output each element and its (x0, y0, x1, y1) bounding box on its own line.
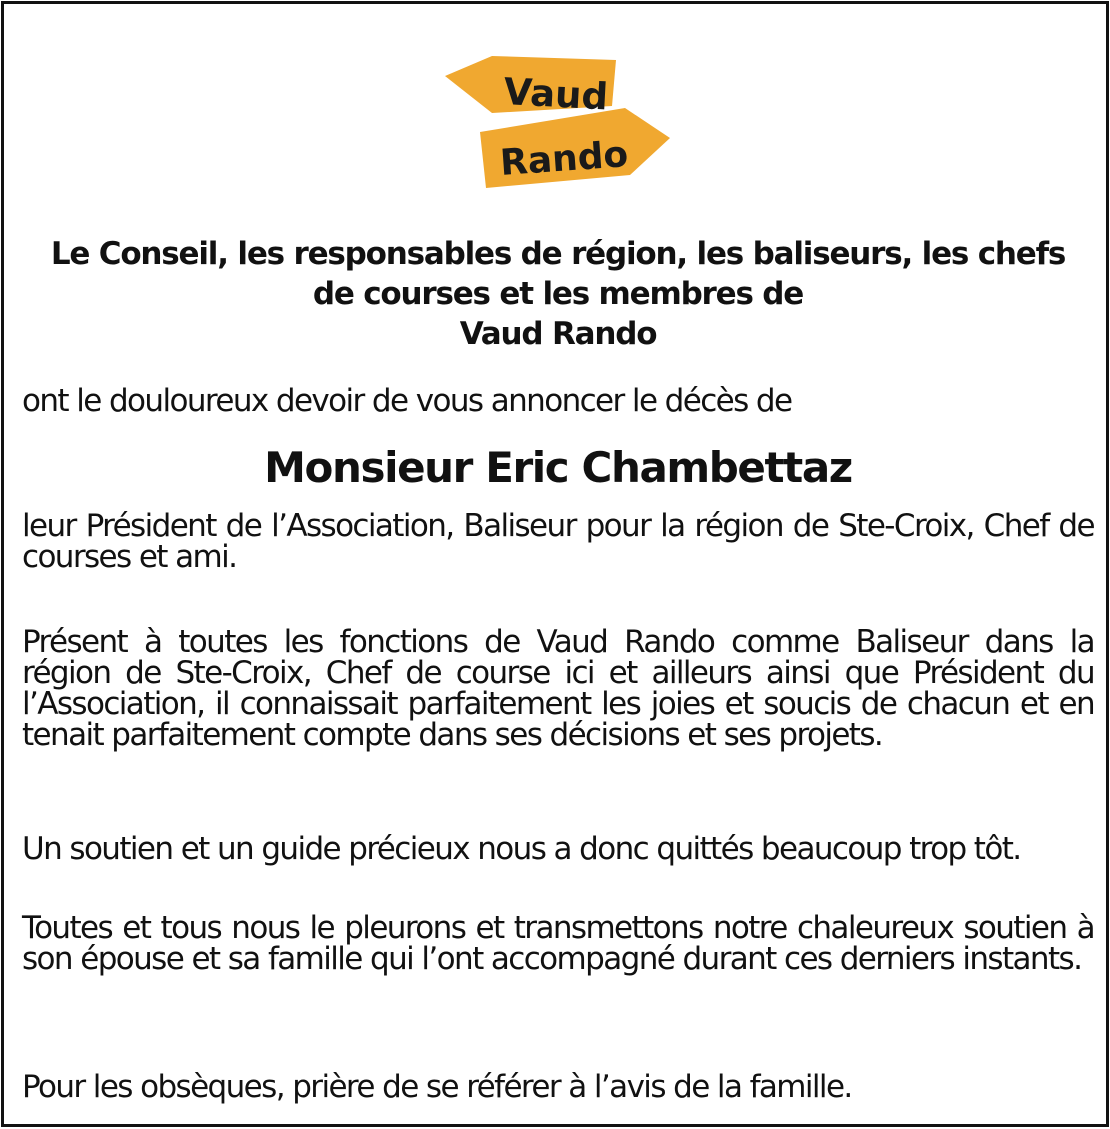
funeral-paragraph: Pour les obsèques, prière de se référer à l’avis de la famille. (22, 1069, 852, 1105)
logo-text-vaud: Vaud (502, 70, 610, 119)
heading-line-3: Vaud Rando (459, 316, 657, 352)
logo-text-rando: Rando (498, 134, 630, 184)
announcement-intro: ont le douloureux devoir de vous annoncer le décès de (22, 383, 792, 419)
death-notice-frame (1, 1, 1109, 1127)
notice-heading (24, 234, 1092, 354)
deceased-name: Monsieur Eric Chambettaz (264, 443, 852, 492)
support-paragraph: Un soutien et un guide précieux nous a donc quittés beaucoup trop tôt. (22, 831, 1021, 867)
heading-line-2: de courses et les membres de (312, 276, 804, 312)
vaud-rando-logo (440, 50, 680, 195)
role-paragraph: leur Président de l’Association, Baliseur pour la région de Ste-Croix, Chef de courses et ami. (22, 508, 1094, 575)
condolences-paragraph: Toutes et tous nous le pleurons et transmettons notre chaleureux soutien à son épouse et sa famille qui l’ont accompagné durant ces derniers instants. (22, 910, 1094, 977)
heading-line-1: Le Conseil, les responsables de région, les baliseurs, les chefs (50, 236, 1066, 272)
tribute-paragraph: Présent à toutes les fonctions de Vaud Rando comme Baliseur dans la région de Ste-Croix, Chef de course ici et ailleurs ainsi que Président du l’Association, il connaissait parfaitement les joies et soucis de chacun et en tenait parfaitement compte dans ses décisions et ses projets. (22, 624, 1094, 753)
